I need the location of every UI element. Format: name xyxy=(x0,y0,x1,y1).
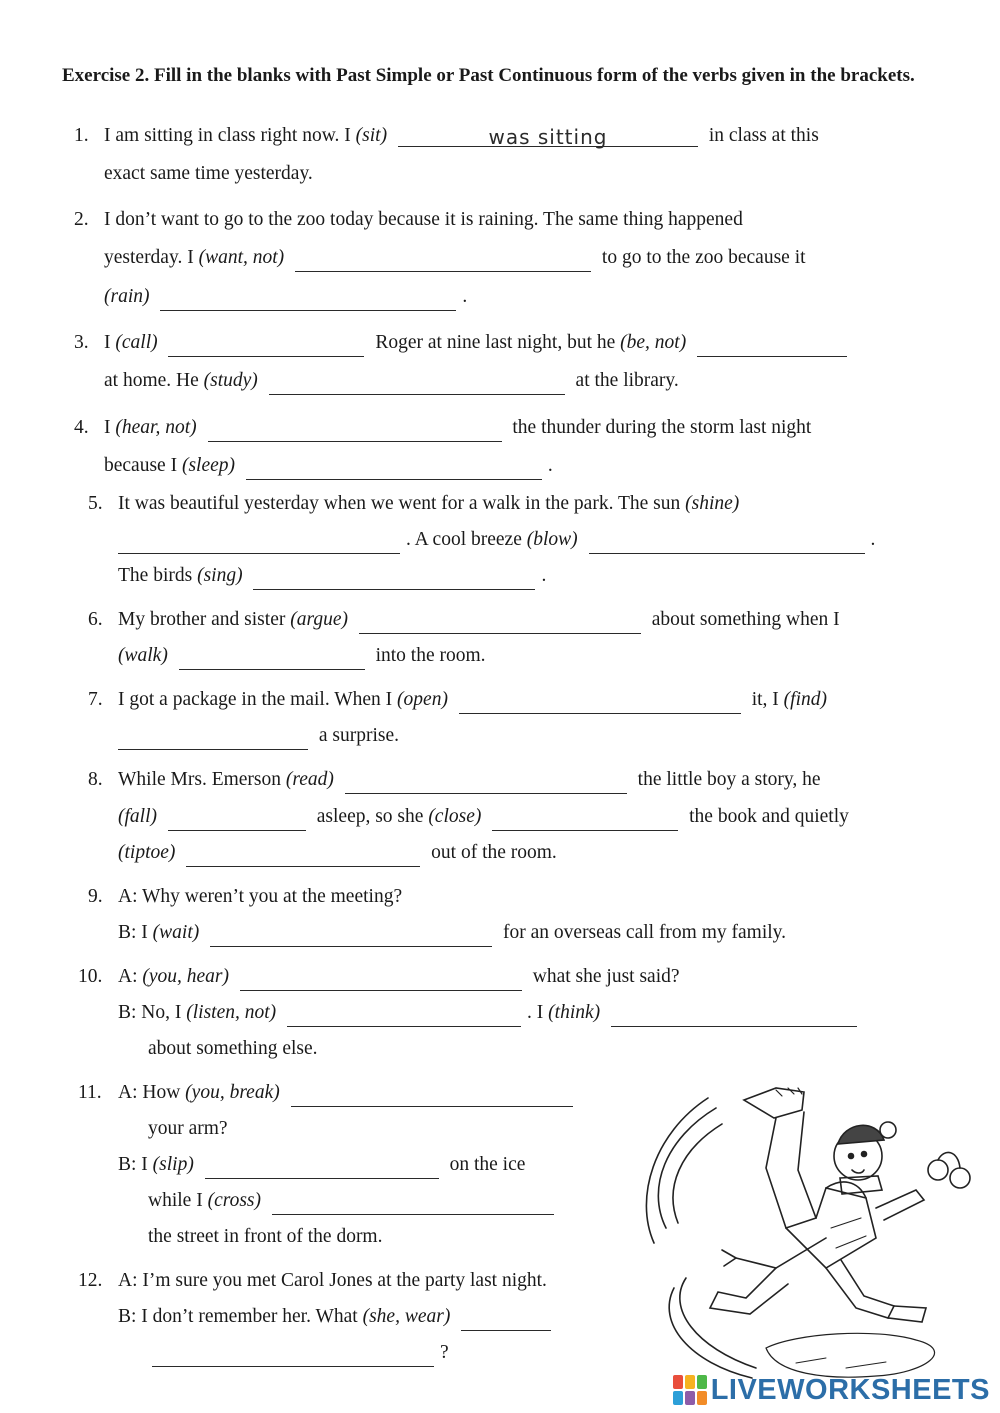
answer-10-you-hear[interactable] xyxy=(240,969,522,991)
question-11-line-4: while I (cross) xyxy=(148,1189,560,1213)
question-8-line-2: (fall) asleep, so she (close) the book and quietly xyxy=(118,805,849,829)
answer-8-read[interactable] xyxy=(345,772,627,794)
answer-11-slip[interactable] xyxy=(205,1157,439,1179)
question-1-line-2: exact same time yesterday. xyxy=(104,163,313,184)
logo-square-5 xyxy=(685,1391,695,1405)
question-5-line-2: . A cool breeze (blow) . xyxy=(112,528,875,552)
logo-square-4 xyxy=(673,1391,683,1405)
question-6: 6. My brother and sister (argue) about something when I xyxy=(88,608,840,632)
answer-3-study[interactable] xyxy=(269,373,565,395)
answer-9-wait[interactable] xyxy=(210,925,492,947)
exercise-title: Exercise 2. Fill in the blanks with Past Simple or Past Continuous form of the verbs given in the brackets. xyxy=(62,65,915,86)
question-11-line-2: your arm? xyxy=(148,1118,228,1139)
logo-square-1 xyxy=(673,1375,683,1389)
answer-2-want-not[interactable] xyxy=(295,250,591,272)
answer-7-open[interactable] xyxy=(459,692,741,714)
question-3-line-2: at home. He (study) at the library. xyxy=(104,369,679,393)
answer-5-sing[interactable] xyxy=(253,568,535,590)
question-5-line-3: The birds (sing) . xyxy=(118,564,546,588)
question-4-line-2: because I (sleep) . xyxy=(104,454,553,478)
question-5: 5. It was beautiful yesterday when we went for a walk in the park. The sun (shine) xyxy=(88,493,740,514)
question-12-line-2: B: I don’t remember her. What (she, wear) xyxy=(118,1305,557,1329)
answer-8-tiptoe[interactable] xyxy=(186,845,420,867)
question-8: 8. While Mrs. Emerson (read) the little boy a story, he xyxy=(88,768,821,792)
logo-square-3 xyxy=(697,1375,707,1389)
question-2: 2. I don’t want to go to the zoo today because it is raining. The same thing happened xyxy=(74,209,743,230)
answer-8-fall[interactable] xyxy=(168,809,306,831)
answer-3-be-not[interactable] xyxy=(697,335,847,357)
answer-10-listen-not[interactable] xyxy=(287,1005,521,1027)
answer-8-close[interactable] xyxy=(492,809,678,831)
logo-square-2 xyxy=(685,1375,695,1389)
question-9: 9. A: Why weren’t you at the meeting? xyxy=(88,886,403,907)
question-9-line-2: B: I (wait) for an overseas call from my family. xyxy=(118,921,786,945)
answer-5-shine[interactable] xyxy=(118,532,400,554)
logo-square-6 xyxy=(697,1391,707,1405)
question-7-line-2: a surprise. xyxy=(112,724,399,748)
question-1: 1. I am sitting in class right now. I (sit) was sitting in class at this xyxy=(74,125,819,149)
liveworksheets-logo xyxy=(673,1373,990,1407)
question-3: 3. I (call) Roger at nine last night, but he (be, not) xyxy=(74,331,853,355)
answer-11-cross[interactable] xyxy=(272,1193,554,1215)
answer-2-rain[interactable] xyxy=(160,289,456,311)
question-11: 11. A: How (you, break) xyxy=(78,1081,579,1105)
question-10-line-3: about something else. xyxy=(148,1038,318,1059)
question-11-line-3: B: I (slip) on the ice xyxy=(118,1153,525,1177)
answer-4-hear-not[interactable] xyxy=(208,420,502,442)
answer-6-argue[interactable] xyxy=(359,612,641,634)
answer-12-she-wear-a[interactable] xyxy=(461,1309,551,1331)
answer-6-walk[interactable] xyxy=(179,648,365,670)
answer-12-she-wear-b[interactable] xyxy=(152,1345,434,1367)
answer-11-you-break[interactable] xyxy=(291,1085,573,1107)
question-10: 10. A: (you, hear) what she just said? xyxy=(78,965,680,989)
answer-3-call[interactable] xyxy=(168,335,364,357)
question-2-line-2: yesterday. I (want, not) to go to the zoo because it xyxy=(104,246,806,270)
answer-5-blow[interactable] xyxy=(589,532,865,554)
question-7: 7. I got a package in the mail. When I (open) it, I (find) xyxy=(88,688,827,712)
question-12: 12. A: I’m sure you met Carol Jones at the party last night. xyxy=(78,1270,547,1291)
answer-1-sit[interactable]: was sitting xyxy=(398,125,698,147)
liveworksheets-wordmark: LIVEWORKSHEETS xyxy=(710,1373,990,1406)
answer-4-sleep[interactable] xyxy=(246,458,542,480)
question-6-line-2: (walk) into the room. xyxy=(118,644,486,668)
answer-10-think[interactable] xyxy=(611,1005,857,1027)
question-8-line-3: (tiptoe) out of the room. xyxy=(118,841,557,865)
liveworksheets-grid-icon xyxy=(673,1375,707,1405)
question-11-line-5: the street in front of the dorm. xyxy=(148,1226,383,1247)
question-2-line-3: (rain) . xyxy=(104,285,467,309)
man-slipping-on-ice-illustration xyxy=(626,1078,986,1388)
question-4: 4. I (hear, not) the thunder during the storm last night xyxy=(74,416,811,440)
question-10-line-2: B: No, I (listen, not) . I (think) xyxy=(118,1001,863,1025)
question-12-line-3: ? xyxy=(146,1341,449,1365)
answer-7-find[interactable] xyxy=(118,728,308,750)
